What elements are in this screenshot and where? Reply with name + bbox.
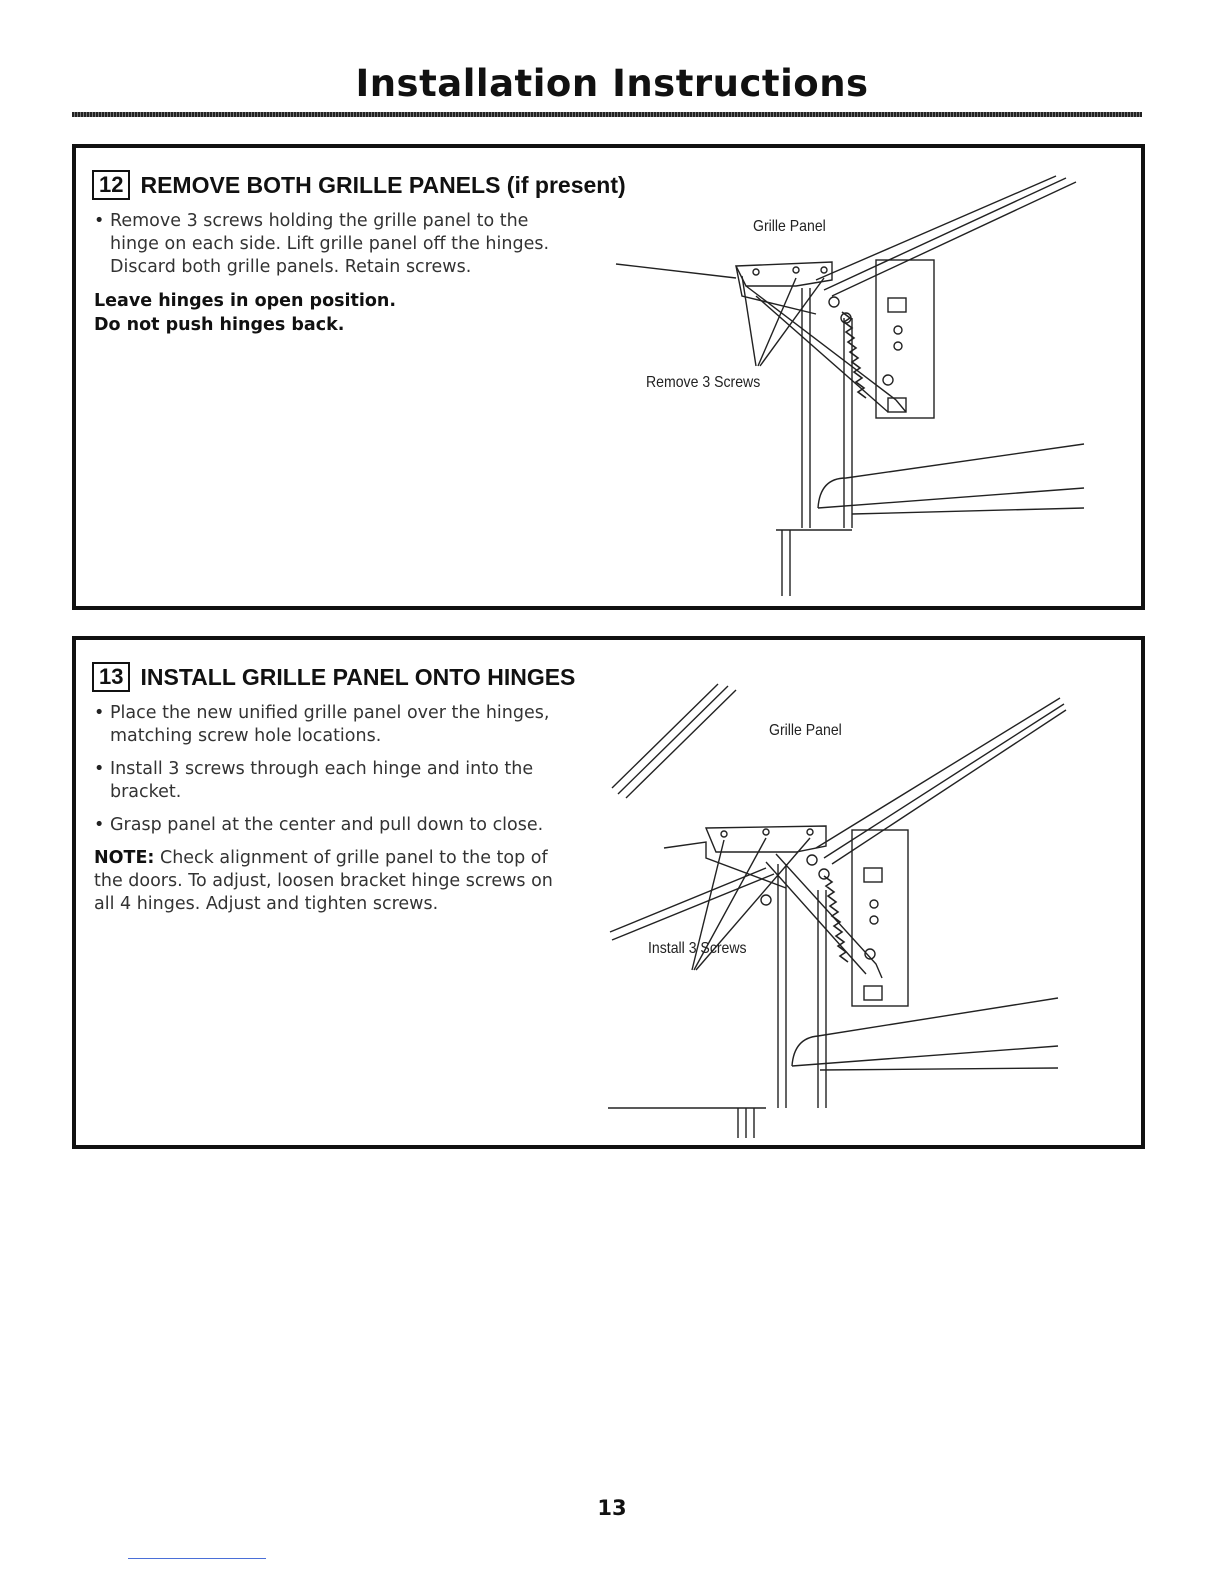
step-13-bullet-1: • Place the new unified grille panel over the hinges, matching screw hole locations. [94, 702, 574, 748]
step-13-heading [92, 662, 575, 692]
step-12-hinge-diagram [606, 168, 1126, 598]
step-13-text [94, 702, 574, 916]
step-13-hinge-diagram [606, 668, 1126, 1138]
step-12-box [72, 144, 1145, 610]
step-13-grille-panel-label: Grille Panel [769, 722, 842, 739]
step-13-box [72, 636, 1145, 1149]
footer-rule [128, 1558, 266, 1559]
step-13-bullet-3: • Grasp panel at the center and pull down to close. [94, 814, 574, 837]
step-12-grille-panel-label: Grille Panel [753, 218, 826, 235]
step-13-note [94, 847, 574, 916]
step-12-text [94, 210, 564, 337]
step-12-warning-2: Do not push hinges back. [94, 315, 345, 335]
step-13-bullet-2: • Install 3 screws through each hinge and into the bracket. [94, 758, 574, 804]
step-13-title: INSTALL GRILLE PANEL ONTO HINGES [140, 663, 576, 690]
step-12-heading [92, 170, 626, 200]
step-12-bullet: • Remove 3 screws holding the grille panel to the hinge on each side. Lift grille panel off the hinges. Discard both grille panels. Retain screws. [94, 210, 564, 279]
step-12-number: 12 [92, 170, 130, 200]
step-13-screws-label: Install 3 Screws [648, 940, 747, 957]
step-13-note-label: NOTE: [94, 848, 155, 868]
step-13-number: 13 [92, 662, 130, 692]
step-13-note-text: Check alignment of grille panel to the top of the doors. To adjust, loosen bracket hinge screws on all 4 hinges. Adjust and tighten screws. [94, 848, 553, 914]
step-12-warning-1: Leave hinges in open position. [94, 291, 396, 311]
page-number: 13 [597, 1496, 627, 1520]
step-12-screws-label: Remove 3 Screws [646, 374, 761, 391]
page-title: Installation Instructions [355, 62, 869, 105]
step-12-title: REMOVE BOTH GRILLE PANELS (if present) [140, 171, 626, 198]
title-rule [72, 112, 1142, 117]
